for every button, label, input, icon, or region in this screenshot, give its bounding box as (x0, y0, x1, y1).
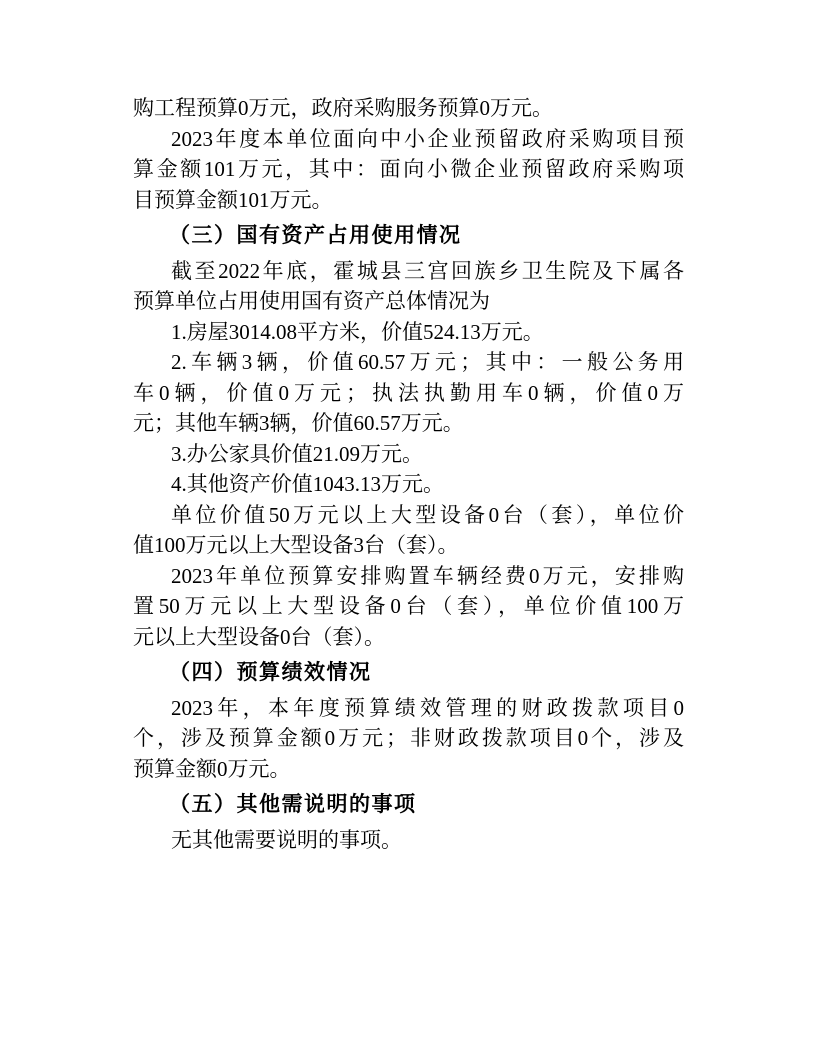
text-line: 元以上大型设备0台（套）。 (133, 624, 385, 649)
list-item-buildings (133, 317, 684, 348)
text-line: 预算金额0万元。 (133, 756, 291, 781)
paragraph-performance (133, 693, 684, 785)
text-line: 单位价值50万元以上大型设备0台（套），单位价 (171, 502, 684, 527)
text-line: 截至2022年底，霍城县三宫回族乡卫生院及下属各 (171, 258, 684, 283)
text-line: 2023年度本单位面向中小企业预留政府采购项目预 (171, 126, 684, 151)
text-line: 目预算金额101万元。 (133, 187, 333, 212)
text-line: 4.其他资产价值1043.13万元。 (171, 472, 444, 496)
text-line: 值100万元以上大型设备3台（套）。 (133, 533, 459, 557)
paragraph-large-equipment (133, 500, 684, 561)
text-line: 元；其他车辆3辆，价值60.57万元。 (133, 411, 464, 435)
paragraph-sme-procurement (133, 124, 684, 216)
text-line: 3.办公家具价值21.09万元。 (171, 441, 423, 466)
text-line: 购工程预算0万元，政府采购服务预算0万元。 (133, 96, 553, 120)
text-line: 置50万元以上大型设备0台（套），单位价值100万 (133, 594, 684, 618)
list-item-vehicles (133, 347, 684, 439)
section-heading-other-matters: （五）其他需说明的事项 (169, 792, 417, 816)
text-line: 2023年单位预算安排购置车辆经费0万元，安排购 (171, 563, 684, 588)
section-heading-state-assets: （三）国有资产占用使用情况 (169, 223, 462, 247)
text-line: 2.车辆3辆，价值60.57万元；其中：一般公务用 (171, 350, 684, 374)
text-line: 车0辆，价值0万元；执法执勤用车0辆，价值0万 (133, 380, 684, 405)
text-line: 个，涉及预算金额0万元；非财政拨款项目0个，涉及 (133, 726, 684, 750)
paragraph-other-matters (133, 825, 684, 856)
paragraph-assets-intro (133, 256, 684, 317)
paragraph-purchase-plan (133, 561, 684, 653)
document-body (133, 93, 684, 855)
list-item-furniture (133, 439, 684, 470)
section-heading-performance: （四）预算绩效情况 (169, 660, 372, 684)
text-line: 2023年，本年度预算绩效管理的财政拨款项目0 (171, 695, 684, 720)
text-line: 预算单位占用使用国有资产总体情况为 (133, 289, 490, 313)
text-line: 算金额101万元，其中：面向小微企业预留政府采购项 (133, 157, 684, 181)
text-line: 1.房屋3014.08平方米，价值524.13万元。 (171, 319, 544, 344)
list-item-other-assets (133, 469, 684, 500)
text-line: 无其他需要说明的事项。 (171, 827, 402, 852)
paragraph-procurement-continuation (133, 93, 684, 124)
